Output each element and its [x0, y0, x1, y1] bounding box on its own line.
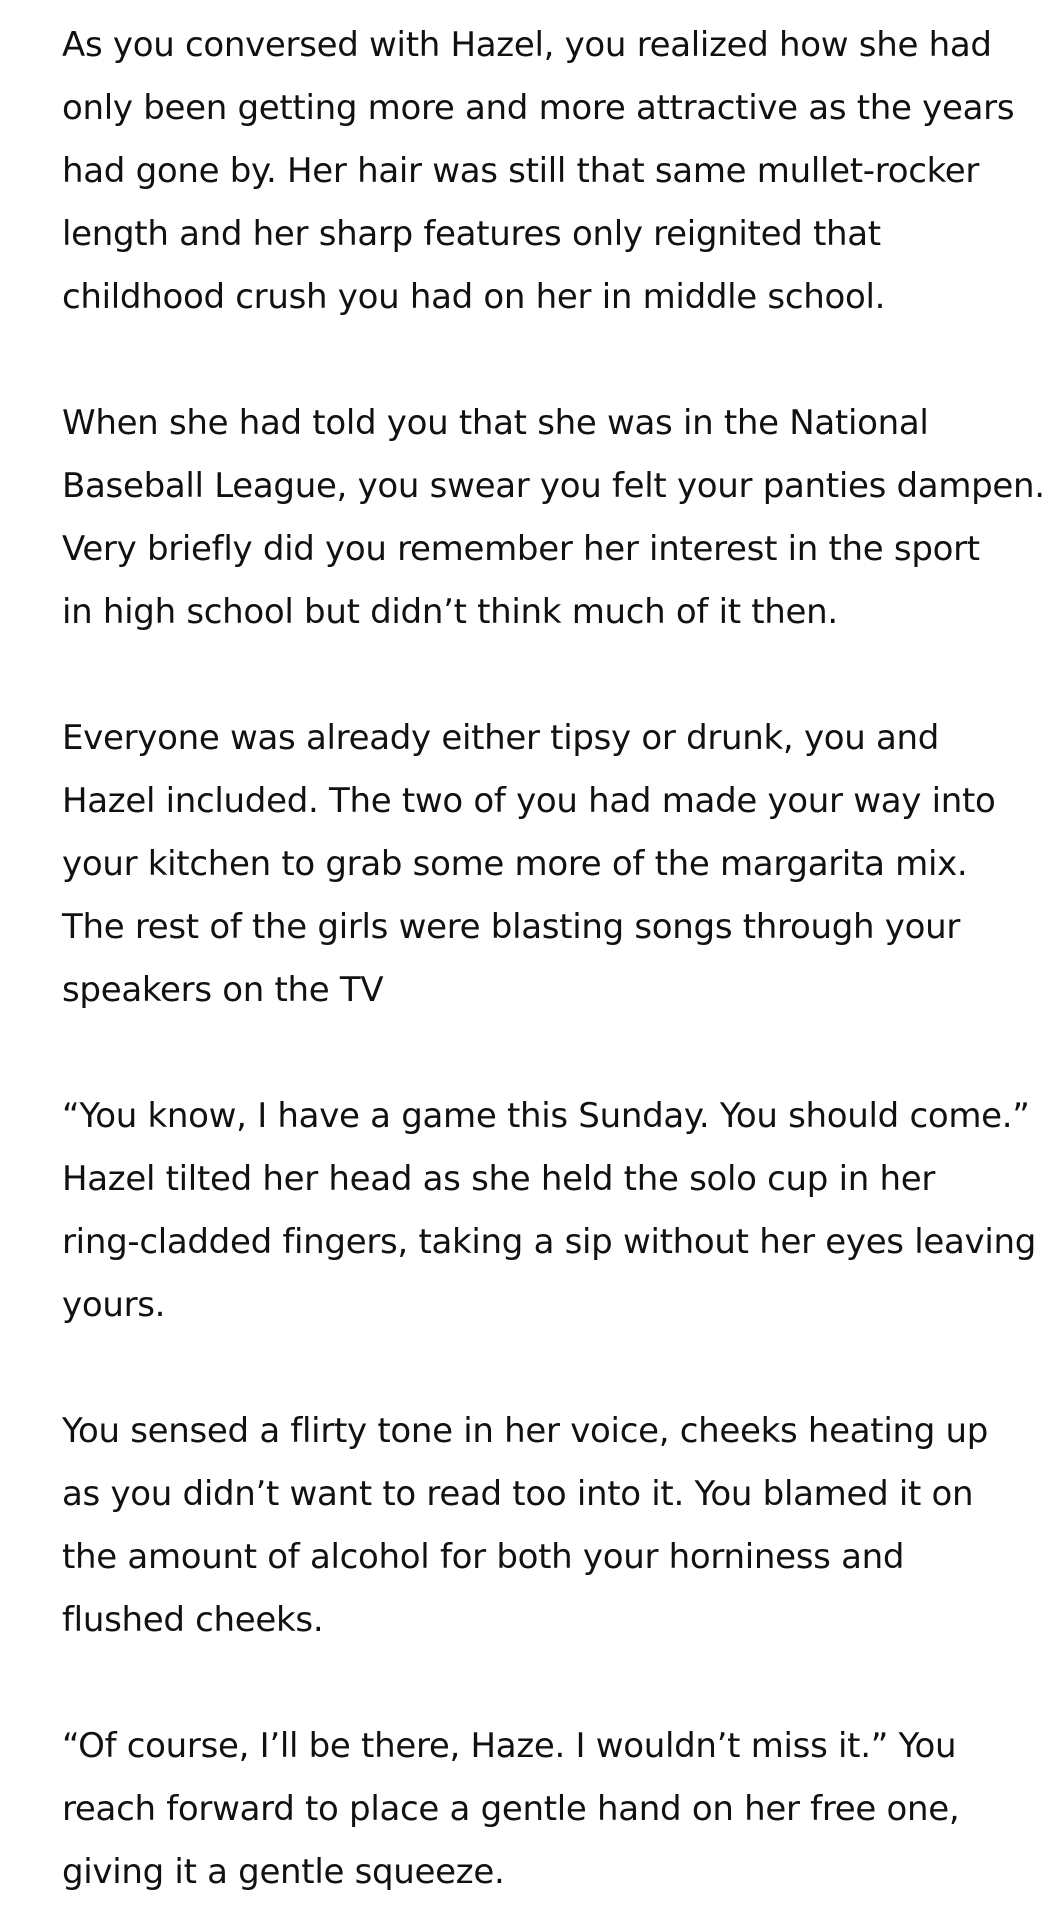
text-line: had gone by. Her hair was still that same mullet-rocker: [62, 151, 980, 191]
text-line: the amount of alcohol for both your horniness and: [62, 1537, 905, 1577]
text-line: reach forward to place a gentle hand on her free one,: [62, 1789, 960, 1829]
text-line: your kitchen to grab some more of the margarita mix.: [62, 844, 968, 884]
story-text: [62, 14, 1045, 1904]
text-line: length and her sharp features only reignited that: [62, 214, 881, 254]
text-line: Hazel included. The two of you had made your way into: [62, 781, 996, 821]
story-paragraph-1: [62, 14, 1015, 329]
text-line: Very briefly did you remember her interest in the sport: [62, 529, 980, 569]
text-line: When she had told you that she was in the National: [62, 403, 929, 443]
text-line: giving it a gentle squeeze.: [62, 1852, 505, 1892]
text-line: Baseball League, you swear you felt your panties dampen.: [62, 466, 1045, 506]
story-paragraph-2: [62, 392, 1045, 644]
text-line: only been getting more and more attractive as the years: [62, 88, 1015, 128]
story-paragraph-5: [62, 1400, 1007, 1652]
text-line: Everyone was already either tipsy or drunk, you and: [62, 718, 940, 758]
text-line: “Of course, I’ll be there, Haze. I wouldn’t miss it.” You: [62, 1726, 957, 1766]
text-line: in high school but didn’t think much of it then.: [62, 592, 838, 632]
text-line: “You know, I have a game this Sunday. You should come.”: [62, 1096, 1030, 1136]
text-line: yours.: [62, 1285, 166, 1325]
text-line: You sensed a flirty tone in her voice, cheeks heating up: [62, 1411, 989, 1451]
text-line: The rest of the girls were blasting songs through your: [62, 907, 960, 947]
text-line: speakers on the TV: [62, 970, 384, 1010]
story-paragraph-3: [62, 707, 1007, 1022]
text-line: as you didn’t want to read too into it. You blamed it on: [62, 1474, 974, 1514]
story-paragraph-4: [62, 1085, 1037, 1337]
text-line: ring-cladded fingers, taking a sip without her eyes leaving: [62, 1222, 1037, 1262]
text-line: Hazel tilted her head as she held the solo cup in her: [62, 1159, 936, 1199]
text-line: flushed cheeks.: [62, 1600, 324, 1640]
text-line: As you conversed with Hazel, you realized how she had: [62, 25, 992, 65]
story-paragraph-6: [62, 1715, 1007, 1904]
text-line: childhood crush you had on her in middle school.: [62, 277, 886, 317]
